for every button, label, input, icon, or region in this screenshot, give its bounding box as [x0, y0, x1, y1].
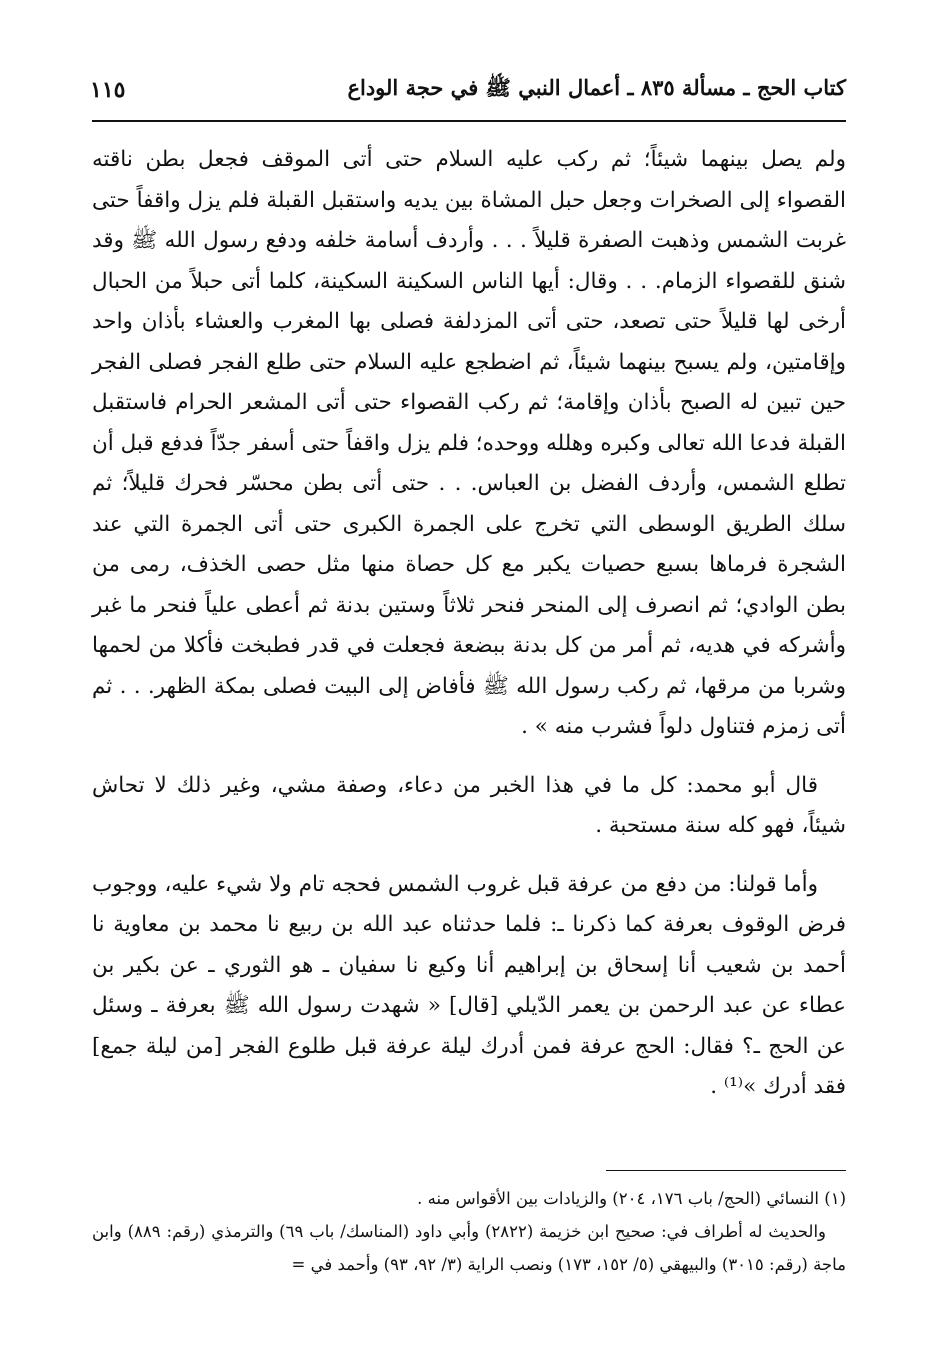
- footnote-1-continuation: والحديث له أطراف في: صحيح ابن خزيمة (٢٨٢٢) وأبي داود (المناسك/ باب ٦٩) والترمذي (رقم: ٨٨٩) وابن ماجة (رقم: ٣٠١٥) والبيهقي (٥/ ١٥٢، ١٧٣) ونصب الراية (٣/ ٩٢، ٩٣) وأحمد في =: [92, 1222, 846, 1274]
- footnotes: [92, 1182, 846, 1281]
- header-rule: [92, 120, 846, 122]
- footnote-1: (١) النسائي (الحج/ باب ١٧٦، ٢٠٤) والزيادات بين الأقواس منه .: [417, 1189, 846, 1208]
- footnote-rule: [606, 1170, 846, 1171]
- main-text: [92, 140, 846, 1108]
- running-title: كتاب الحج ـ مسألة ٨٣٥ ـ أعمال النبي ﷺ في حجة الوداع: [347, 74, 846, 100]
- paragraph-abu-muhammad: قال أبو محمد: كل ما في هذا الخبر من دعاء، وصفة مشي، وغير ذلك لا تحاش شيئاً، فهو كله سنة مستحبة .: [92, 772, 846, 838]
- paragraph-hadith: ولم يصل بينهما شيئاً؛ ثم ركب عليه السلام حتى أتى الموقف فجعل بطن ناقته القصواء إلى الصخرات وجعل حبل المشاة بين يديه واستقبل القبلة فلم يزل واقفاً حتى غربت الشمس وذهبت الصفرة قليلاً . . . وأردف أسامة خلفه ودفع رسول الله ﷺ وقد شنق للقصواء الزمام. . . وقال: أيها الناس السكينة السكينة، كلما أتى حبلاً من الحبال أرخى لها قليلاً حتى تصعد، حتى أتى المزدلفة فصلى بها المغرب والعشاء بأذان واحد وإقامتين، ولم يسبح بينهما شيئاً، ثم اضطجع عليه السلام حتى طلع الفجر فصلى الفجر حين تبين له الصبح بأذان وإقامة؛ ثم ركب القصواء حتى أتى المشعر الحرام فاستقبل القبلة فدعا الله تعالى وكبره وهلله ووحده؛ فلم يزل واقفاً حتى أسفر جدّاً فدفع قبل أن تطلع الشمس، وأردف الفضل بن العباس. . . حتى أتى بطن محسّر فحرك قليلاً؛ ثم سلك الطريق الوسطى التي تخرج على الجمرة الكبرى حتى أتى الجمرة التي عند الشجرة فرماها بسبع حصيات يكبر مع كل حصاة منها مثل حصى الخذف، رمى من بطن الوادي؛ ثم انصرف إلى المنحر فنحر ثلاثاً وستين بدنة ثم أعطى علياً فنحر ما غبر وأشركه في هديه، ثم أمر من كل بدنة ببضعة فجعلت في قدر فطبخت فأكلا من لحمها وشربا من مرقها، ثم ركب رسول الله ﷺ فأفاض إلى البيت فصلى بمكة الظهر. . . ثم أتى زمزم فتناول دلواً فشرب منه » .: [92, 147, 846, 739]
- page-number: ١١٥: [90, 77, 126, 103]
- paragraph-arafah: وأما قولنا: من دفع من عرفة قبل غروب الشمس فحجه تام ولا شيء عليه، ووجوب فرض الوقوف بعرفة كما ذكرنا ـ: فلما حدثناه عبد الله بن ربيع نا محمد بن معاوية نا أحمد بن شعيب أنا إسحاق بن إبراهيم أنا وكيع نا سفيان ـ هو الثوري ـ عن بكير بن عطاء عن عبد الرحمن بن يعمر الدّيلي [قال] « شهدت رسول الله ﷺ بعرفة ـ وسئل عن الحج ـ؟ فقال: الحج عرفة فمن أدرك ليلة عرفة قبل طلوع الفجر [من ليلة جمع] فقد أدرك »⁽¹⁾ .: [92, 871, 846, 1099]
- running-header: [90, 66, 846, 114]
